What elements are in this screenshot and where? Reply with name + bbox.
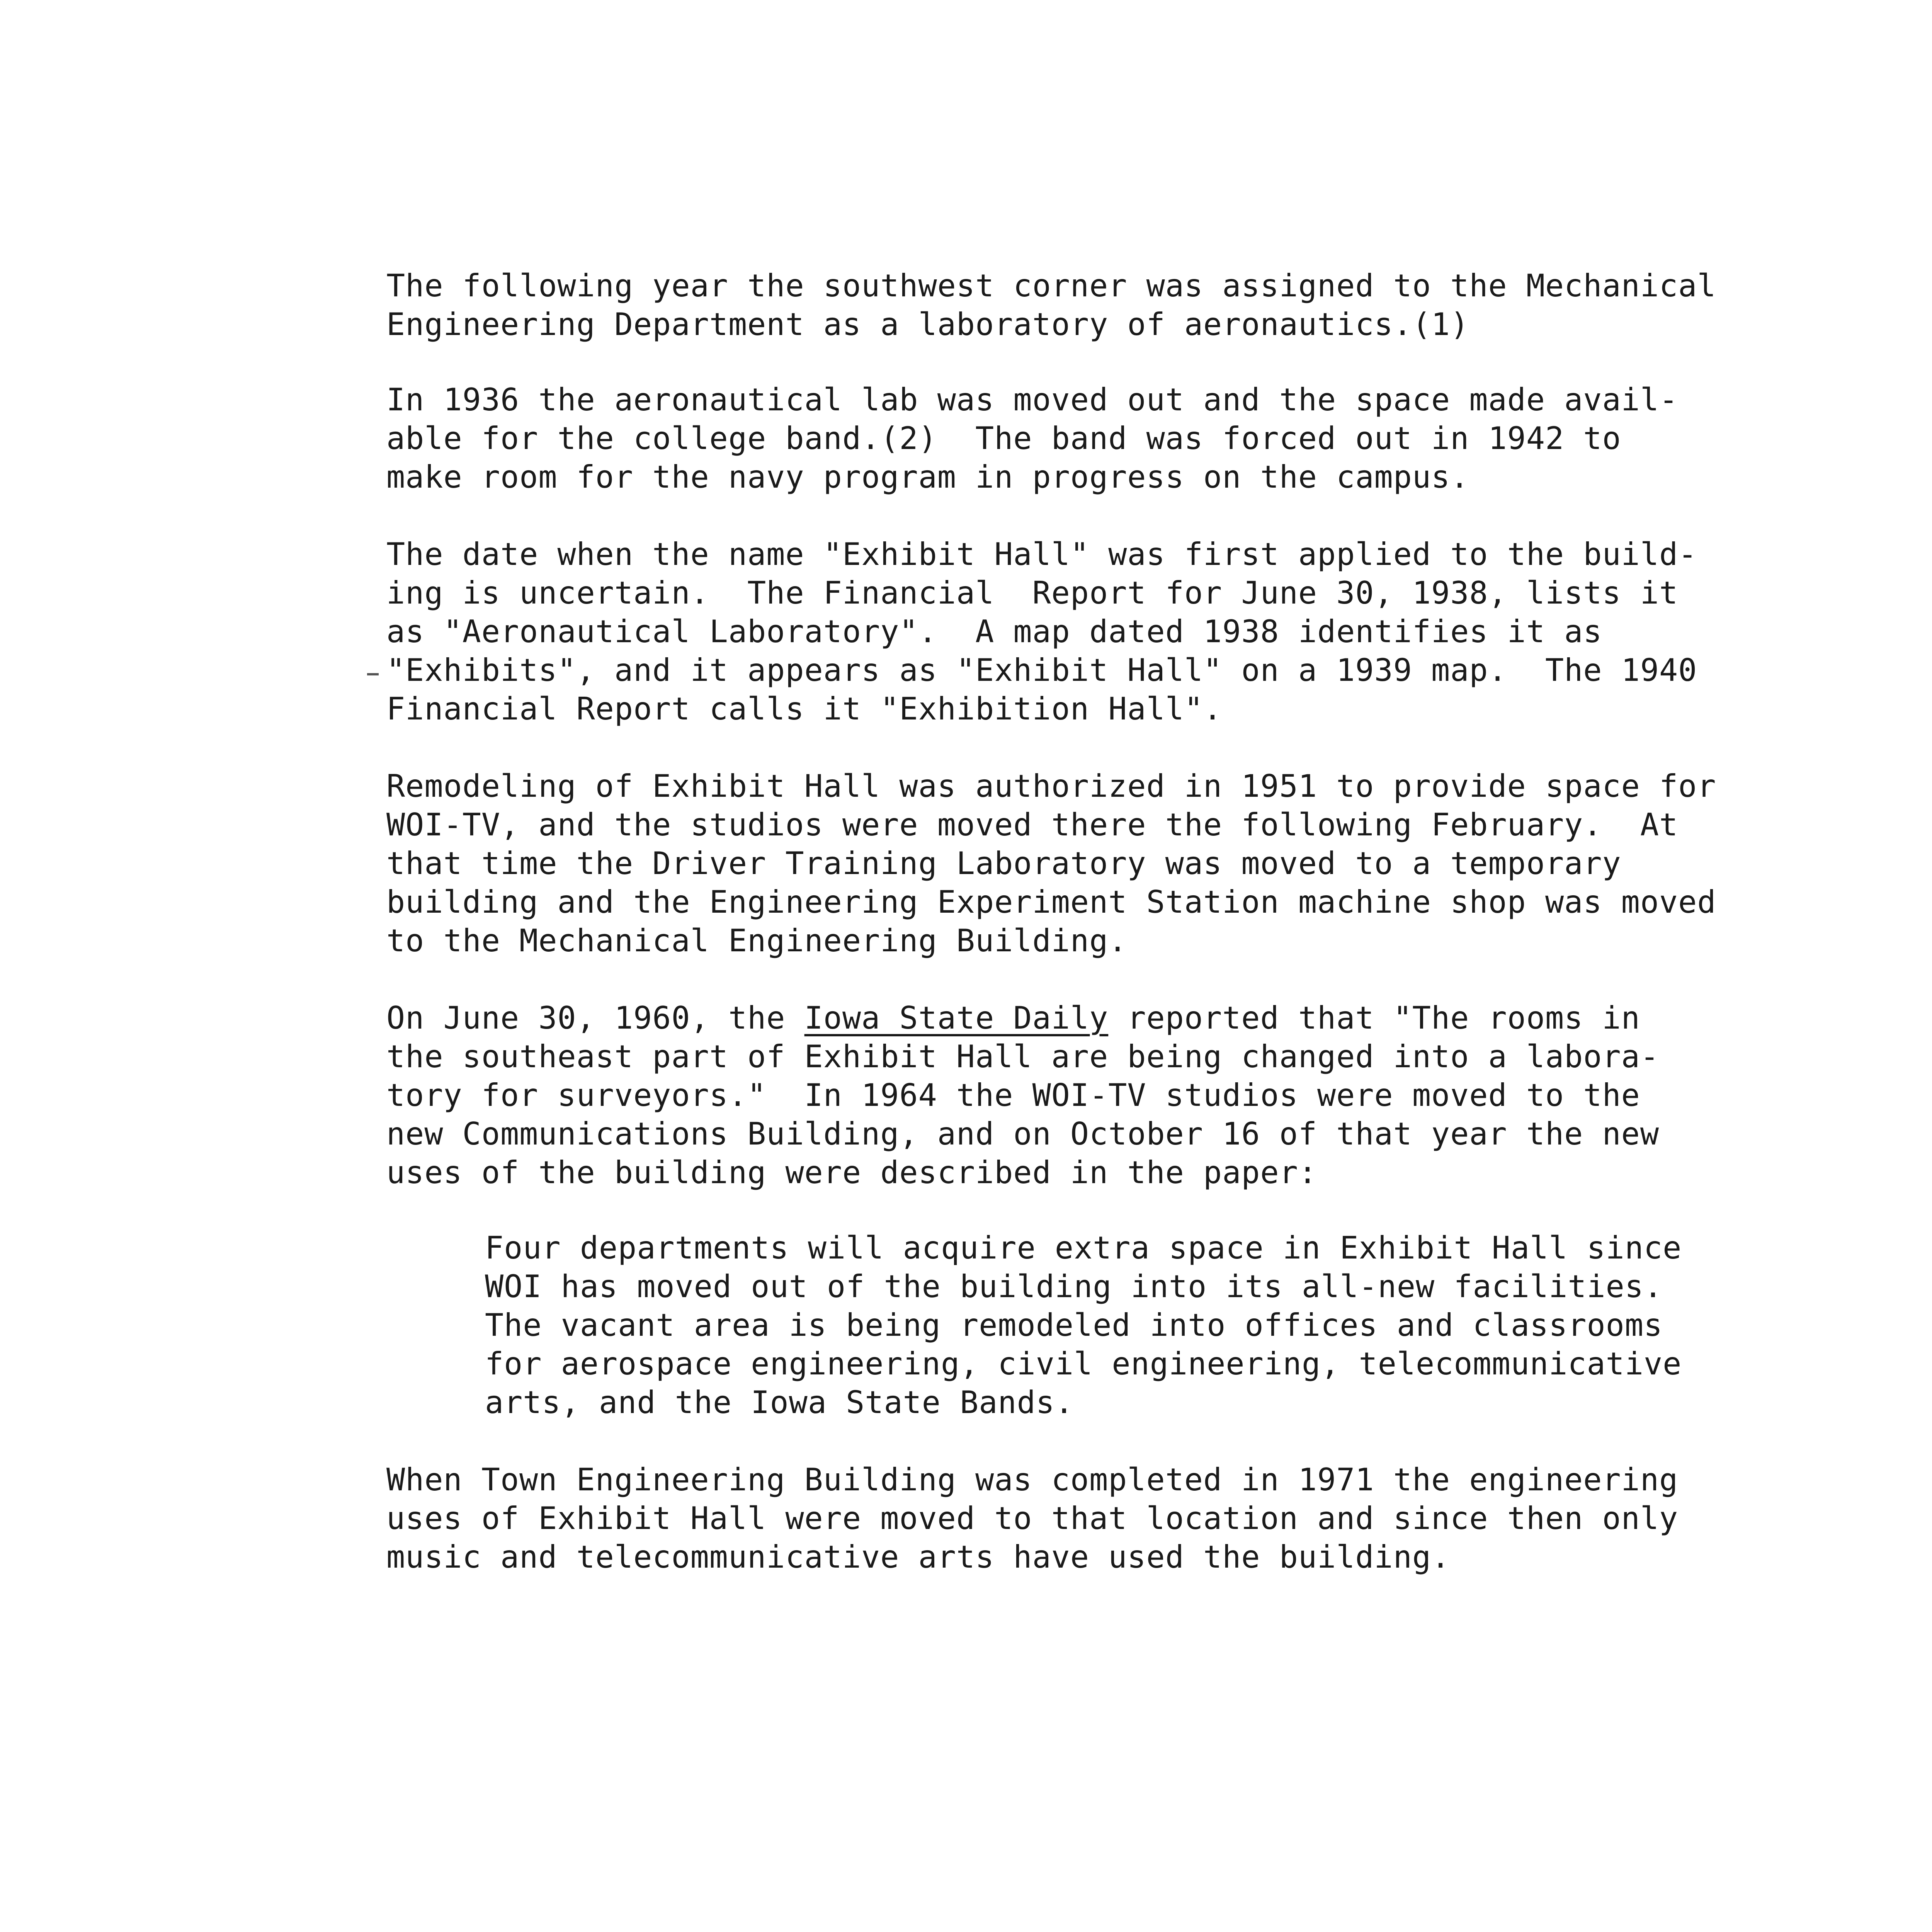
quote-line: Four departments will acquire extra space in Exhibit Hall since xyxy=(485,1230,1682,1266)
body-line xyxy=(386,999,1640,1037)
body-line: WOI-TV, and the studios were moved there the following February. At xyxy=(386,807,1679,843)
line-text: reported that "The rooms in xyxy=(1108,1000,1640,1036)
body-line: make room for the navy program in progress on the campus. xyxy=(386,459,1469,495)
body-line: tory for surveyors." In 1964 the WOI-TV studios were moved to the xyxy=(386,1077,1640,1113)
quote-line: The vacant area is being remodeled into offices and classrooms xyxy=(485,1307,1663,1343)
newspaper-title: Iowa State Daily xyxy=(804,1000,1109,1036)
quote-line: WOI has moved out of the building into its all-new facilities. xyxy=(485,1269,1663,1304)
body-line: In 1936 the aeronautical lab was moved out and the space made avail- xyxy=(386,382,1679,418)
body-line: uses of the building were described in the paper: xyxy=(386,1155,1318,1190)
body-line: Engineering Department as a laboratory of aeronautics.(1) xyxy=(386,306,1469,342)
body-line: ing is uncertain. The Financial Report for June 30, 1938, lists it xyxy=(386,575,1679,611)
quote-line: arts, and the Iowa State Bands. xyxy=(485,1384,1074,1420)
body-line: The date when the name "Exhibit Hall" was first applied to the build- xyxy=(386,536,1697,572)
body-line: "Exhibits", and it appears as "Exhibit Hall" on a 1939 map. The 1940 xyxy=(386,652,1697,688)
body-line: The following year the southwest corner was assigned to the Mechanical xyxy=(386,268,1716,304)
body-line: building and the Engineering Experiment Station machine shop was moved xyxy=(386,884,1716,920)
body-line: music and telecommunicative arts have used the building. xyxy=(386,1539,1451,1575)
margin-mark xyxy=(367,673,379,675)
body-line: that time the Driver Training Laboratory was moved to a temporary xyxy=(386,845,1621,881)
quote-line: for aerospace engineering, civil engineering, telecommunicative xyxy=(485,1346,1682,1382)
body-line: to the Mechanical Engineering Building. xyxy=(386,923,1128,959)
body-line: When Town Engineering Building was completed in 1971 the engineering xyxy=(386,1462,1679,1498)
body-line: able for the college band.(2) The band was forced out in 1942 to xyxy=(386,420,1621,456)
body-line: uses of Exhibit Hall were moved to that location and since then only xyxy=(386,1500,1679,1536)
body-line: Remodeling of Exhibit Hall was authorized in 1951 to provide space for xyxy=(386,768,1716,804)
body-line: as "Aeronautical Laboratory". A map dated 1938 identifies it as xyxy=(386,614,1602,650)
body-line: Financial Report calls it "Exhibition Hall". xyxy=(386,691,1223,727)
line-text: On June 30, 1960, the xyxy=(386,1000,804,1036)
body-line: the southeast part of Exhibit Hall are being changed into a labora- xyxy=(386,1039,1659,1075)
body-line: new Communications Building, and on October 16 of that year the new xyxy=(386,1116,1659,1152)
